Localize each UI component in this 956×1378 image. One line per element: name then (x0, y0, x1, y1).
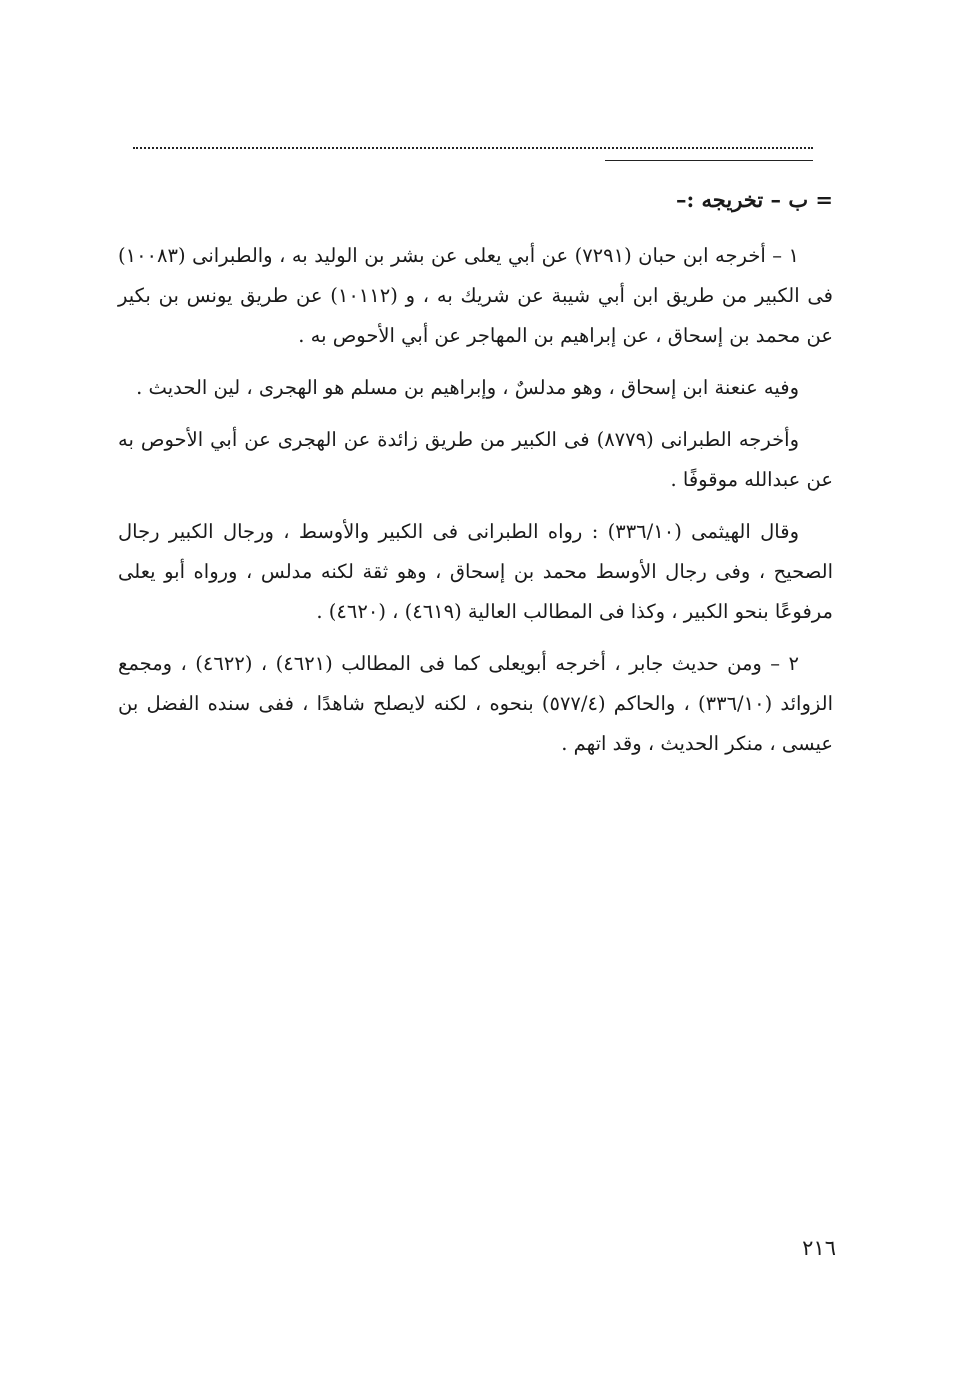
paragraph-haythami: وقال الهيثمى (٣٣٦/١٠) : رواه الطبرانى فى الكبير والأوسط ، ورجال الكبير رجال الصحيح ، وفى رجال الأوسط محمد بن إسحاق ، وهو ثقة لكنه مدلس ، ورواه أبو يعلى مرفوعًا بنحو الكبير ، وكذا فى المطالب العالية (٤٦١٩) ، (٤٦٢٠) . (118, 520, 833, 623)
page-number: ٢١٦ (802, 1236, 836, 1260)
paragraph-takhrij-2: ٢ – ومن حديث جابر ، أخرجه أبويعلى كما فى المطالب (٤٦٢١) ، (٤٦٢٢) ، ومجمع الزوائد (٣٣٦/١٠) ، والحاكم (٥٧٧/٤) بنحوه ، لكنه لايصلح شاهدًا ، ففى سنده الفضل بن عيسى ، منكر الحديث ، وقد اتهم . (118, 652, 834, 755)
paragraph-tabarani-mawquf: وأخرجه الطبرانى (٨٧٧٩) فى الكبير من طريق زائدة عن الهجرى عن أبي الأحوص به عن عبدالله موقوفًا . (118, 428, 833, 491)
section-heading: = ب – تخريجه :– (675, 187, 833, 212)
page-body (118, 180, 833, 776)
top-dotted-separator (133, 147, 813, 149)
paragraph-takhrij-1: ١ – أخرجه ابن حبان (٧٢٩١) عن أبي يعلى عن بشر بن الوليد به ، والطبرانى (١٠٠٨٣) فى الكبير من طريق ابن أبي شيبة عن شريك به ، و (١٠١١٢) عن طريق يونس بن بكير عن محمد بن إسحاق ، عن إبراهيم بن المهاجر عن أبي الأحوص به . (118, 244, 834, 347)
footnote-rule (605, 160, 813, 161)
paragraph-note-ishaq: وفيه عنعنة ابن إسحاق ، وهو مدلسٌ ، وإبراهيم بن مسلم هو الهجرى ، لين الحديث . (136, 376, 799, 399)
